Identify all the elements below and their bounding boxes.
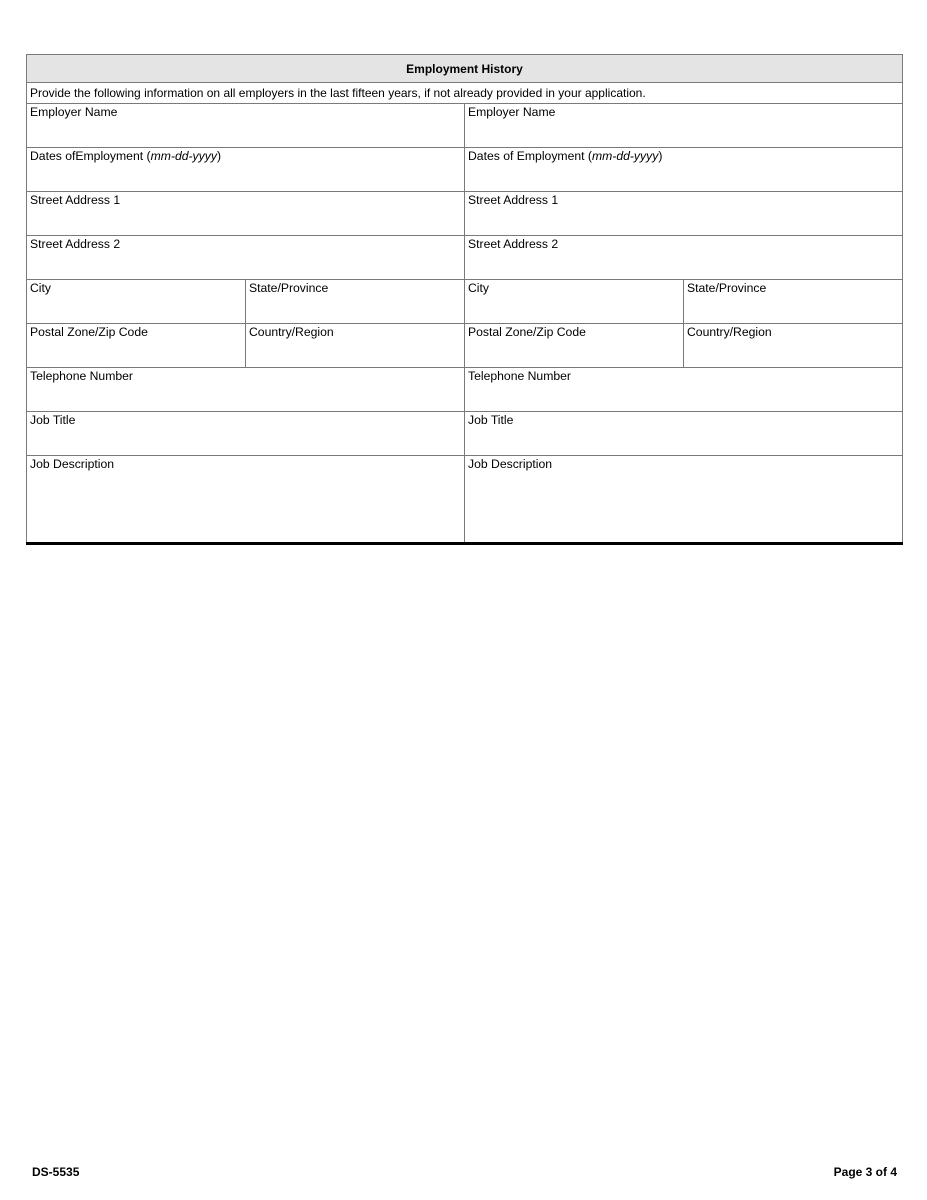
employer-1-job-title-cell	[27, 412, 465, 456]
employer-2-postal-field[interactable]	[468, 341, 680, 365]
employer-2-country-field[interactable]	[687, 341, 899, 365]
employer-2-city-cell	[465, 280, 684, 324]
employer-2-job-description-label: Job Description	[468, 457, 552, 471]
employer-2-dates-label	[465, 148, 902, 163]
employer-1-postal-cell	[27, 324, 246, 368]
employer-1-dates-format: mm-dd-yyyy	[150, 149, 217, 163]
employer-1-telephone-cell	[27, 368, 465, 412]
employer-1-street-2-field[interactable]	[30, 253, 461, 277]
employer-1-telephone-label: Telephone Number	[30, 369, 133, 383]
employer-1-name-field[interactable]	[30, 121, 461, 145]
employer-2-name-field[interactable]	[468, 121, 899, 145]
employer-1-street-1-field[interactable]	[30, 209, 461, 233]
employer-1-dates-cell	[27, 148, 465, 192]
employer-1-telephone-field[interactable]	[30, 385, 461, 409]
employer-2-dates-cell	[465, 148, 903, 192]
employer-2-city-label: City	[468, 281, 489, 295]
employer-2-street-2-cell	[465, 236, 903, 280]
employer-1-name-cell	[27, 104, 465, 148]
employer-1-job-description-field[interactable]	[30, 473, 461, 539]
employer-1-dates-label-prefix: Dates ofEmployment (	[30, 149, 151, 163]
employer-2-street-2-label: Street Address 2	[468, 237, 559, 251]
employer-2-telephone-cell	[465, 368, 903, 412]
employer-2-street-1-cell	[465, 192, 903, 236]
employer-2-job-title-cell	[465, 412, 903, 456]
employer-1-dates-label	[27, 148, 464, 163]
employer-1-job-title-field[interactable]	[30, 429, 461, 453]
employer-1-street-1-label: Street Address 1	[30, 193, 121, 207]
employer-1-state-label: State/Province	[249, 281, 329, 295]
employer-1-street-2-label: Street Address 2	[30, 237, 121, 251]
employer-2-dates-format: mm-dd-yyyy	[591, 149, 659, 163]
employer-1-dates-field[interactable]	[30, 165, 461, 189]
employer-1-name-label: Employer Name	[30, 105, 118, 119]
employer-2-telephone-field[interactable]	[468, 385, 899, 409]
employer-2-telephone-label: Telephone Number	[468, 369, 571, 383]
employer-2-job-title-field[interactable]	[468, 429, 899, 453]
section-title: Employment History	[27, 55, 903, 83]
employer-2-job-description-field[interactable]	[468, 473, 899, 539]
employer-2-postal-label: Postal Zone/Zip Code	[468, 325, 586, 339]
employer-1-street-1-cell	[27, 192, 465, 236]
employer-2-city-field[interactable]	[468, 297, 680, 321]
employer-1-postal-label: Postal Zone/Zip Code	[30, 325, 148, 339]
employer-2-street-2-field[interactable]	[468, 253, 899, 277]
employer-1-job-description-cell	[27, 456, 465, 544]
employer-1-state-cell	[246, 280, 465, 324]
employer-1-job-description-label: Job Description	[30, 457, 114, 471]
employer-2-state-field[interactable]	[687, 297, 899, 321]
employer-1-postal-field[interactable]	[30, 341, 242, 365]
employer-1-state-field[interactable]	[249, 297, 461, 321]
page-number: Page 3 of 4	[833, 1165, 897, 1179]
employer-2-name-label: Employer Name	[468, 105, 556, 119]
employer-1-country-cell	[246, 324, 465, 368]
employer-2-dates-label-prefix: Dates of Employment (	[468, 149, 592, 163]
employer-1-city-field[interactable]	[30, 297, 242, 321]
employer-1-city-cell	[27, 280, 246, 324]
employer-1-street-2-cell	[27, 236, 465, 280]
employer-2-dates-field[interactable]	[468, 165, 899, 189]
employer-2-street-1-field[interactable]	[468, 209, 899, 233]
employer-2-state-label: State/Province	[687, 281, 767, 295]
employer-2-name-cell	[465, 104, 903, 148]
employer-2-job-description-cell	[465, 456, 903, 544]
employment-history-table	[26, 54, 903, 545]
employer-1-country-label: Country/Region	[249, 325, 334, 339]
employer-2-state-cell	[684, 280, 903, 324]
employer-2-job-title-label: Job Title	[468, 413, 514, 427]
employer-2-dates-label-suffix: )	[658, 149, 663, 163]
employer-1-city-label: City	[30, 281, 51, 295]
employer-1-dates-label-suffix: )	[216, 149, 221, 163]
employer-2-country-cell	[684, 324, 903, 368]
employer-2-country-label: Country/Region	[687, 325, 772, 339]
employer-1-job-title-label: Job Title	[30, 413, 76, 427]
form-code: DS-5535	[32, 1165, 80, 1179]
employer-2-street-1-label: Street Address 1	[468, 193, 559, 207]
employer-2-postal-cell	[465, 324, 684, 368]
employer-1-country-field[interactable]	[249, 341, 461, 365]
section-instruction: Provide the following information on all employers in the last fifteen years, if not already provided in your application.	[27, 83, 903, 104]
